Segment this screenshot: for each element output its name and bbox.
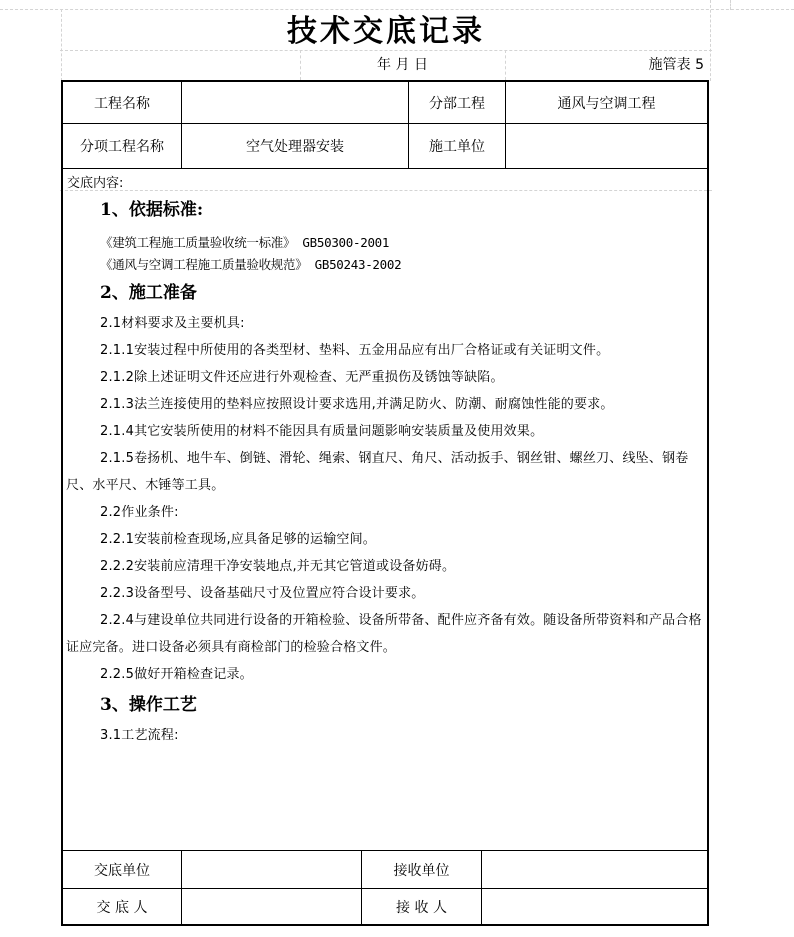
issuer-unit-field[interactable] [182, 850, 362, 888]
label-construction-unit: 施工单位 [409, 124, 506, 169]
gridline [730, 0, 731, 10]
document-title: 技术交底记录 [287, 14, 485, 49]
section-2-heading: 2、施工准备 [100, 283, 197, 303]
label-issuer: 交 底 人 [63, 888, 182, 924]
construction-unit-field[interactable] [506, 124, 707, 169]
label-receiver-unit: 接收单位 [362, 850, 482, 888]
paragraph: 2.2.4与建设单位共同进行设备的开箱检验、设备所带备、配件应齐备有效。随设备所带资料和产品合格证应完备。进口设备必须具有商检部门的检验合格文件。 [66, 613, 702, 655]
standard-line: 《通风与空调工程施工质量验收规范》 GB50243-2002 [100, 257, 402, 272]
project-name-field[interactable] [182, 82, 409, 124]
section-3-heading: 3、操作工艺 [100, 695, 197, 715]
paragraph: 2.2.3设备型号、设备基础尺寸及位置应符合设计要求。 [100, 586, 425, 601]
paragraph: 2.1材料要求及主要机具: [100, 316, 245, 331]
paragraph: 2.2.2安装前应清理干净安装地点,并无其它管道或设备妨碍。 [100, 559, 456, 574]
section-1-heading: 1、依据标准: [100, 200, 204, 220]
paragraph: 2.1.3法兰连接使用的垫料应按照设计要求选用,并满足防火、防潮、耐腐蚀性能的要求。 [100, 397, 614, 412]
label-issuer-unit: 交底单位 [63, 850, 182, 888]
issuer-field[interactable] [182, 888, 362, 924]
date-line: 年 月 日 [377, 57, 428, 73]
paragraph: 2.1.2除上述证明文件还应进行外观检查、无严重损伤及锈蚀等缺陷。 [100, 370, 504, 385]
division-field[interactable]: 通风与空调工程 [506, 82, 707, 124]
standard-line: 《建筑工程施工质量验收统一标准》 GB50300-2001 [100, 235, 390, 250]
gridline [505, 50, 506, 80]
paragraph: 2.2.5做好开箱检查记录。 [100, 667, 253, 682]
disclosure-content[interactable] [66, 196, 706, 749]
label-receiver: 接 收 人 [362, 888, 482, 924]
receiver-unit-field[interactable] [482, 850, 707, 888]
gridline [710, 0, 711, 81]
paragraph: 2.2作业条件: [100, 505, 179, 520]
label-project-name: 工程名称 [63, 82, 182, 124]
receiver-field[interactable] [482, 888, 707, 924]
paragraph: 2.1.5卷扬机、地牛车、倒链、滑轮、绳索、钢直尺、角尺、活动扳手、钢丝钳、螺丝刀、线坠、钢卷尺、水平尺、木锤等工具。 [66, 451, 689, 493]
form-number: 施管表 5 [648, 57, 704, 73]
gridline [60, 50, 712, 51]
content-label: 交底内容: [67, 176, 124, 191]
paragraph: 2.1.4其它安装所使用的材料不能因具有质量问题影响安装质量及使用效果。 [100, 424, 544, 439]
paragraph: 2.2.1安装前检查现场,应具备足够的运输空间。 [100, 532, 377, 547]
label-subitem-name: 分项工程名称 [63, 124, 182, 169]
label-division: 分部工程 [409, 82, 506, 124]
paragraph: 2.1.1安装过程中所使用的各类型材、垫料、五金用品应有出厂合格证或有关证明文件。 [100, 343, 610, 358]
paragraph: 3.1工艺流程: [100, 728, 179, 743]
subitem-name-field[interactable]: 空气处理器安装 [182, 124, 409, 169]
